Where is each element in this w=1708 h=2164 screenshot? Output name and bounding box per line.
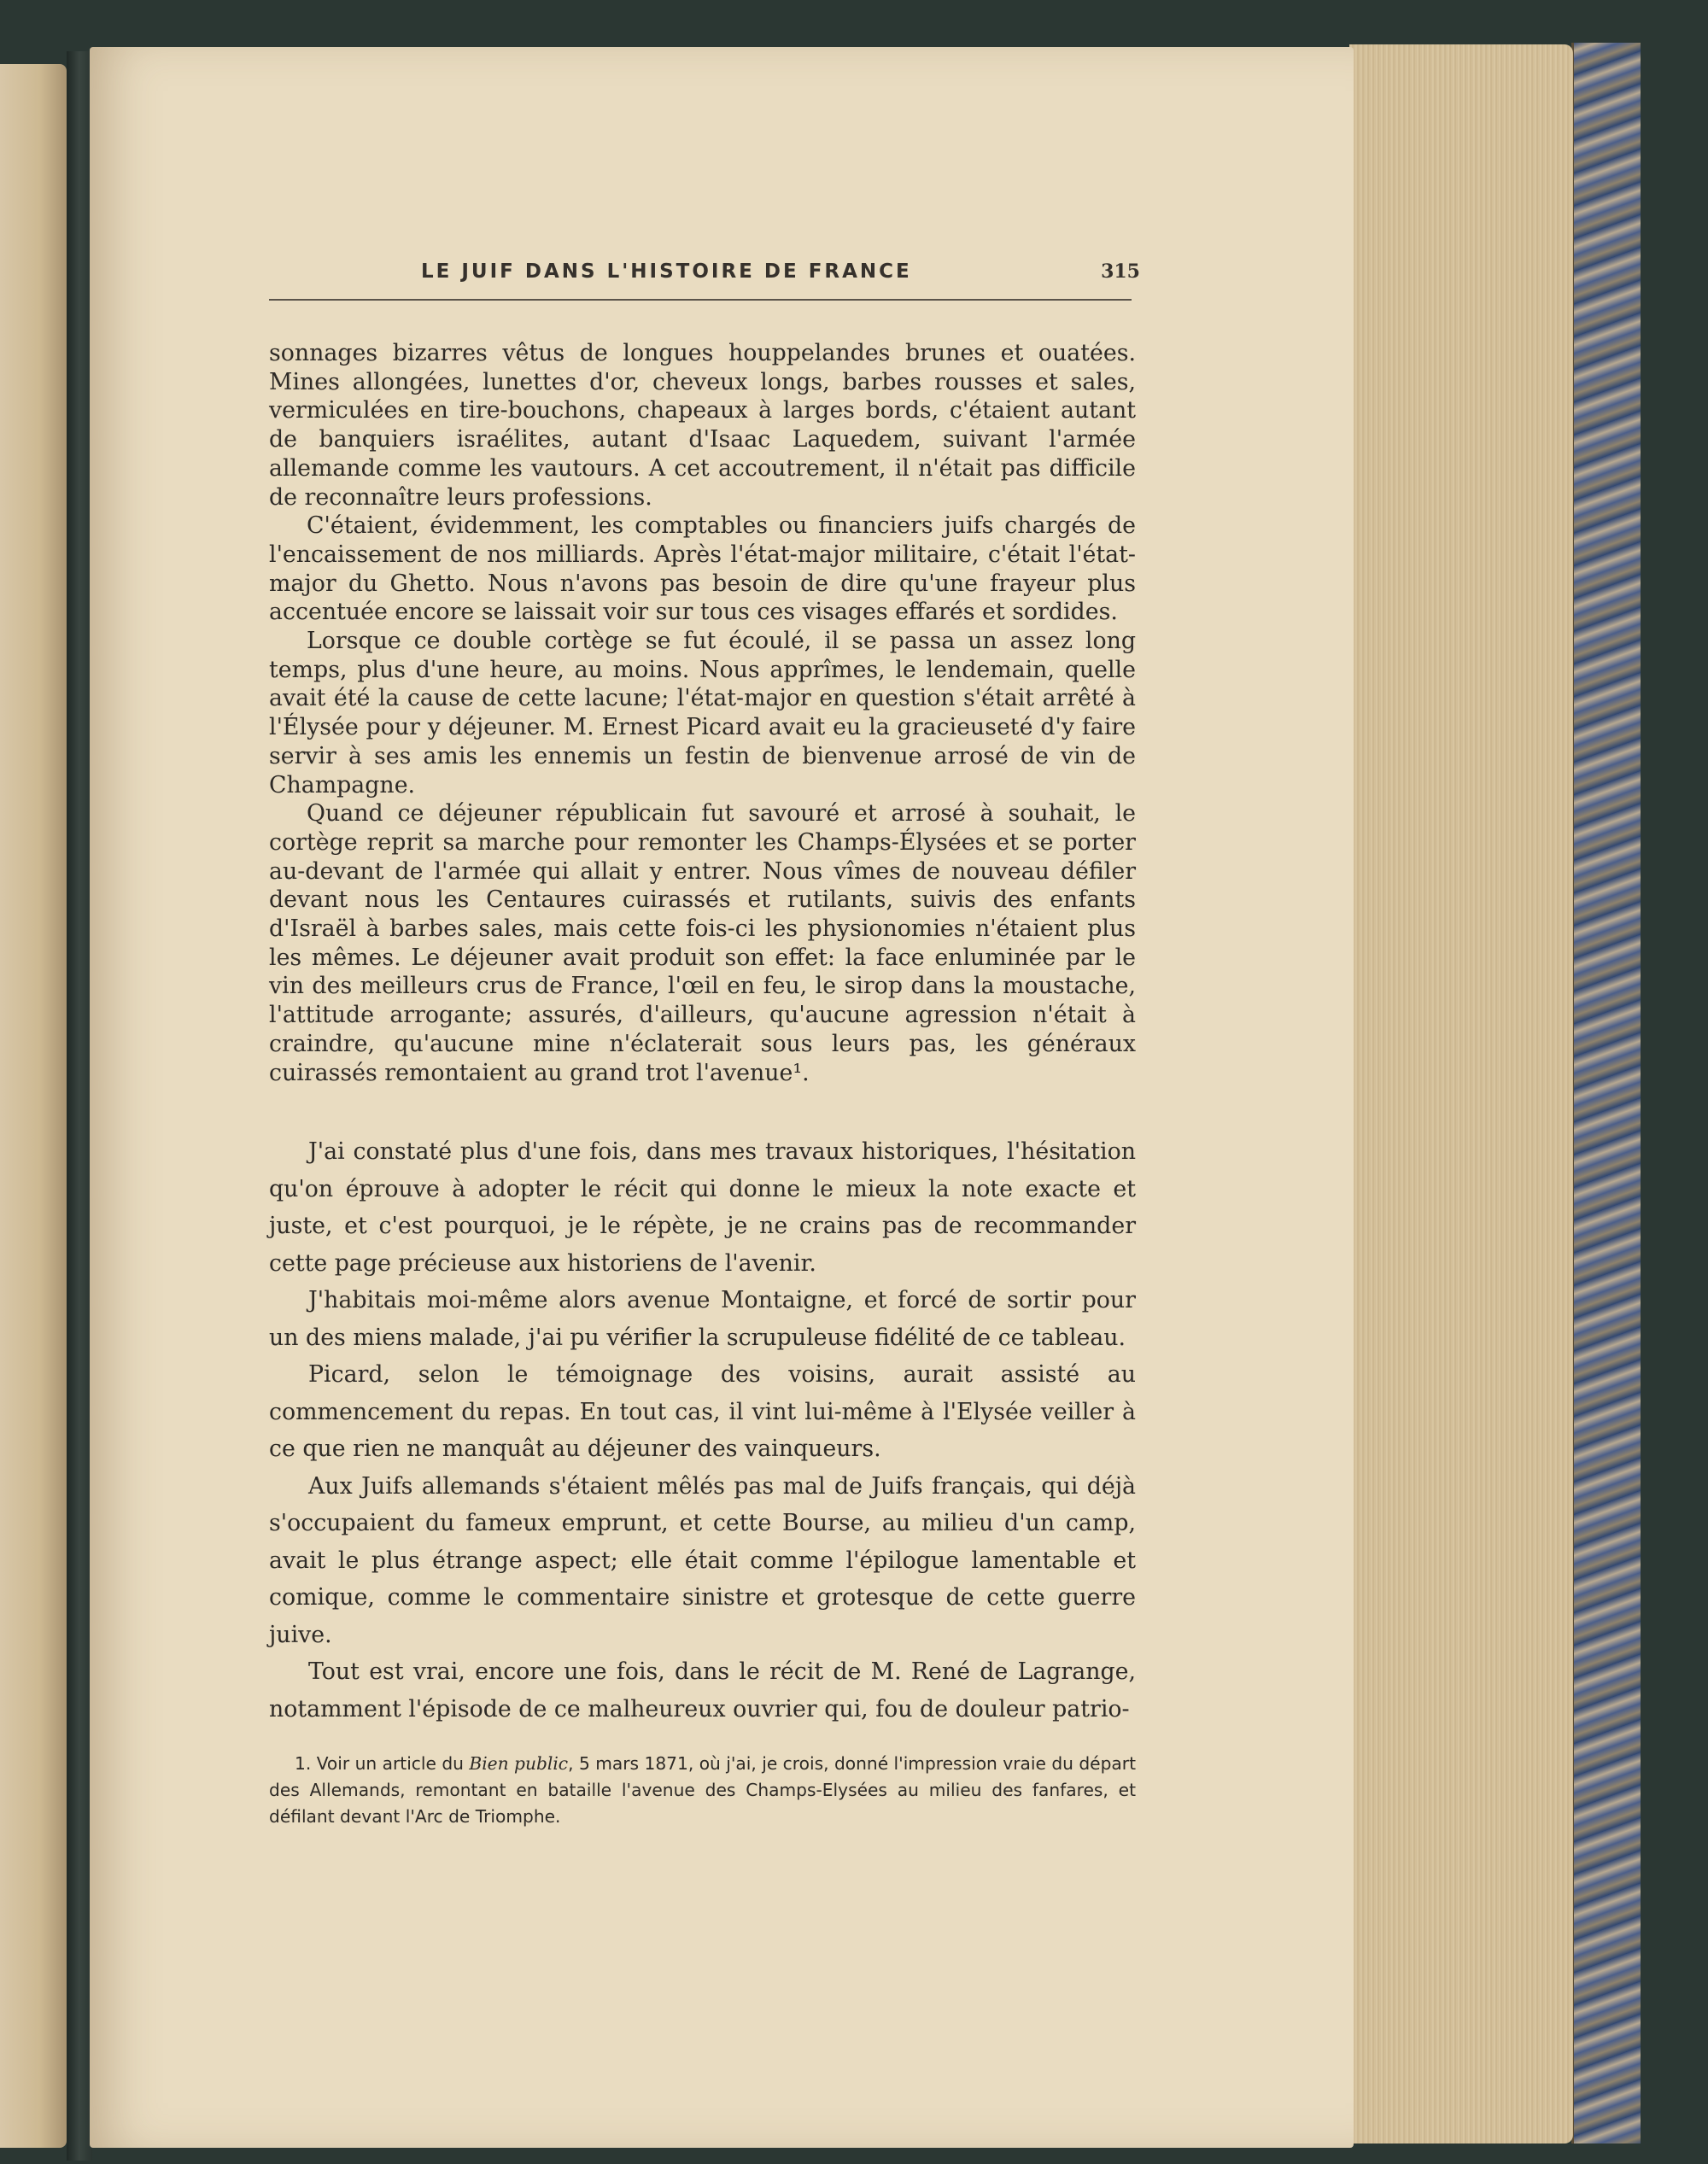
footnote-number: 1. xyxy=(295,1753,312,1774)
page-block-edges xyxy=(1349,44,1573,2144)
running-title: LE JUIF DANS L'HISTOIRE DE FRANCE xyxy=(421,260,912,283)
book-gutter xyxy=(67,51,92,2161)
running-head xyxy=(269,260,1140,283)
page-number: 315 xyxy=(1101,260,1140,283)
marbled-cover xyxy=(1571,43,1641,2144)
footnote-text xyxy=(269,1751,1136,1830)
footnote-publication: Bien public xyxy=(469,1753,569,1774)
quoted-text-block xyxy=(269,339,1136,1087)
footnote xyxy=(269,1751,1136,1830)
body-paragraph: J'habitais moi-même alors avenue Montaigne, et forcé de sortir pour un des miens malade, j'ai pu vérifier la scrupuleuse fidélité de ce tableau. xyxy=(269,1287,1136,1351)
page-content xyxy=(90,47,1354,2148)
footnote-text-start: Voir un article du xyxy=(316,1753,464,1774)
body-text-block xyxy=(269,1133,1136,1728)
body-paragraph: Aux Juifs allemands s'étaient mêlés pas mal de Juifs français, qui déjà s'occupaient du fameux emprunt, et cette Bourse, au milieu d'un camp, avait le plus étrange aspect; elle était comme l'épilogue lamentable et comique, comme le commentaire sinistre et grotesque de cette guerre juive. xyxy=(269,1472,1136,1648)
footnote-text-rest: , 5 mars 1871, où j'ai, je crois, donné l'impression vraie du départ des Allemands, remontant en bataille l'avenue des Champs-Elysées au milieu des fanfares, et défilant devant l'Arc de Triomphe. xyxy=(269,1753,1136,1827)
quoted-paragraph: C'étaient, évidemment, les comptables ou financiers juifs chargés de l'encaissement de nos milliards. Après l'état-major militaire, c'était l'état-major du Ghetto. Nous n'avons pas besoin de dire qu'une frayeur plus accentuée encore se laissait voir sur tous ces visages effarés et sordides. xyxy=(269,512,1136,626)
quoted-paragraph: Quand ce déjeuner républicain fut savouré et arrosé à souhait, le cortège reprit sa marche pour remonter les Champs-Élysées et se porter au-devant de l'armée qui allait y entrer. Nous vîmes de nouveau défiler devant nous les Centaures cuirassés et rutilants, suivis des enfants d'Israël à barbes sales, mais cette fois-ci les physionomies n'étaient plus les mêmes. Le déjeuner avait produit son effet: la face enluminée par le vin des meilleurs crus de France, l'œil en feu, le sirop dans la moustache, l'attitude arrogante; assurés, d'ailleurs, qu'aucune agression n'était à craindre, qu'aucune mine n'éclaterait sous leurs pas, les généraux cuirassés remontaient au grand trot l'avenue¹. xyxy=(269,800,1136,1086)
body-paragraph: Picard, selon le témoignage des voisins, aurait assisté au commencement du repas. En tout cas, il vint lui-même à l'Elysée veiller à ce que rien ne manquât au déjeuner des vainqueurs. xyxy=(269,1361,1136,1462)
quoted-paragraph: Lorsque ce double cortège se fut écoulé, il se passa un assez long temps, plus d'une heure, au moins. Nous apprîmes, le lendemain, quelle avait été la cause de cette lacune; l'état-major en question s'était arrêté à l'Élysée pour y déjeuner. M. Ernest Picard avait eu la gracieuseté d'y faire servir à ses amis les ennemis un festin de bienvenue arrosé de vin de Champagne. xyxy=(269,628,1136,798)
book-page xyxy=(90,47,1354,2148)
body-paragraph: J'ai constaté plus d'une fois, dans mes travaux historiques, l'hésitation qu'on éprouve à adopter le récit qui donne le mieux la note exacte et juste, et c'est pourquoi, je le répète, je ne crains pas de recommander cette page précieuse aux historiens de l'avenir. xyxy=(269,1138,1136,1277)
body-paragraph: Tout est vrai, encore une fois, dans le récit de M. René de Lagrange, notamment l'épisode de ce malheureux ouvrier qui, fou de douleur patrio- xyxy=(269,1658,1136,1722)
facing-page-edge xyxy=(0,64,67,2148)
header-rule xyxy=(269,299,1132,301)
quoted-paragraph: sonnages bizarres vêtus de longues houppelandes brunes et ouatées. Mines allongées, lunettes d'or, cheveux longs, barbes rousses et sales, vermiculées en tire-bouchons, chapeaux à larges bords, c'étaient autant de banquiers israélites, autant d'Isaac Laquedem, suivant l'armée allemande comme les vautours. A cet accoutrement, il n'était pas difficile de reconnaître leurs professions. xyxy=(269,340,1136,511)
